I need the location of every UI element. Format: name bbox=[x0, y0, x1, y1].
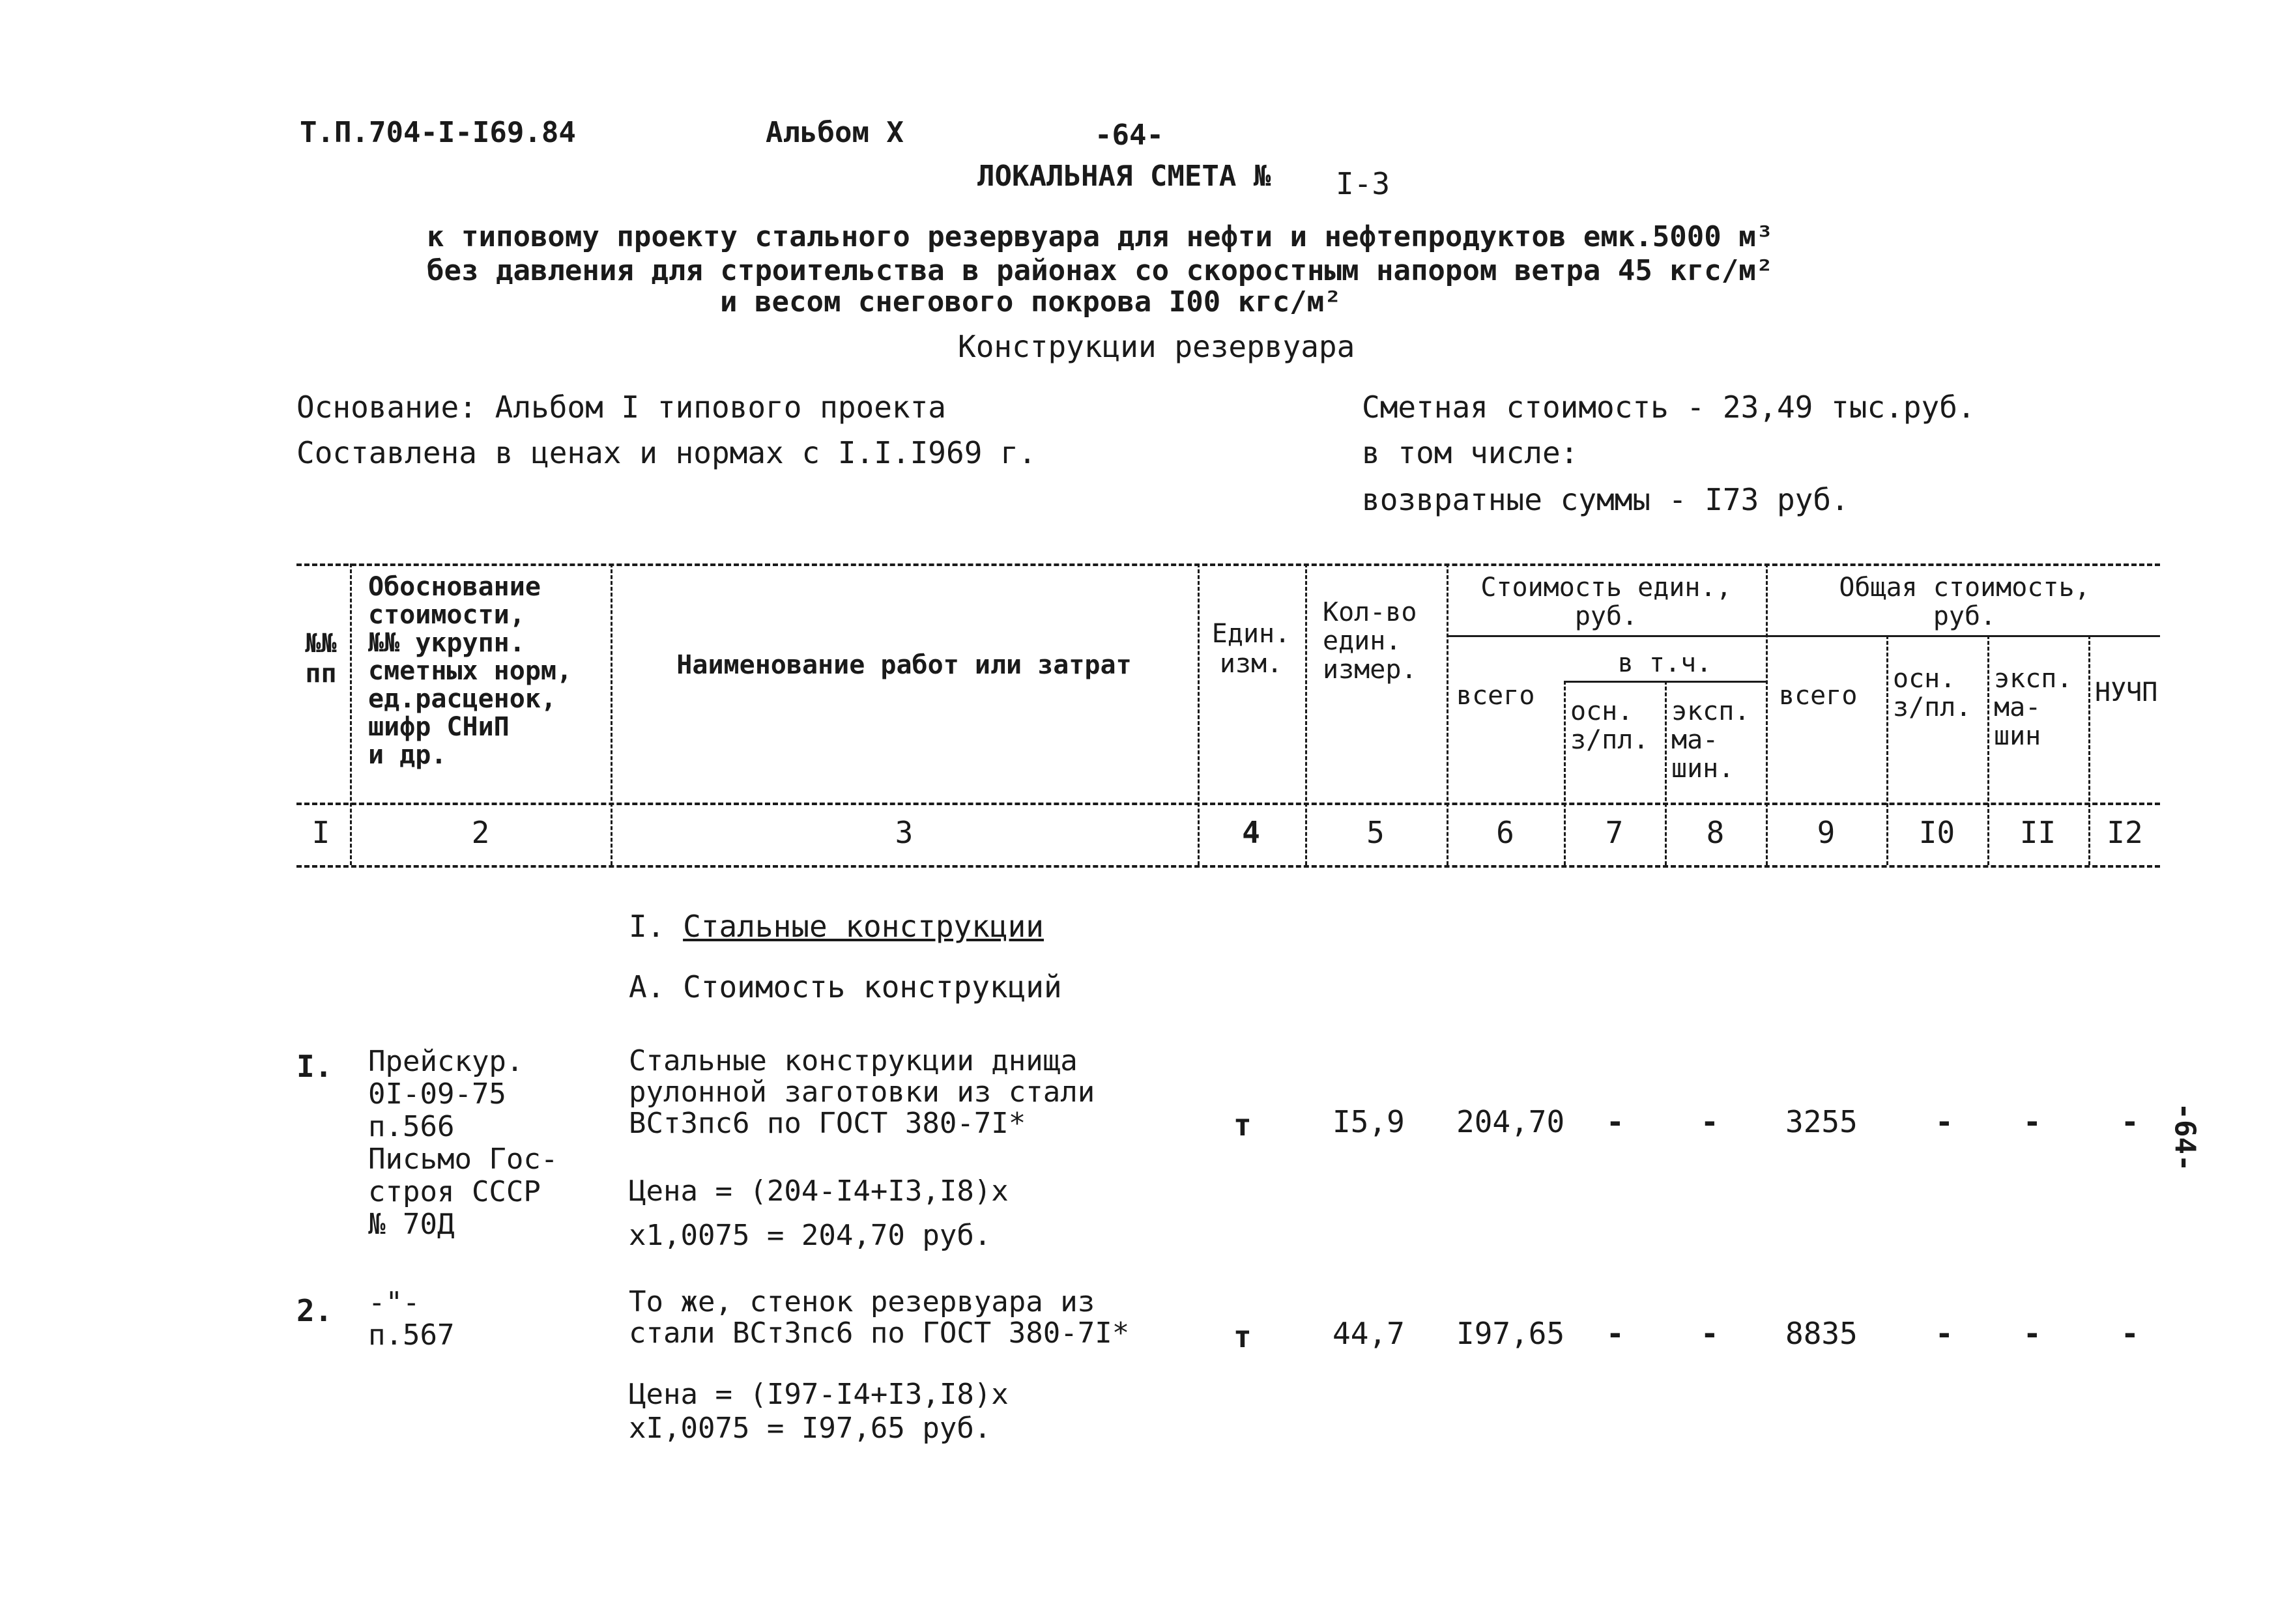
basis-text: Основание: Альбом I типового проекта bbox=[296, 390, 946, 425]
colnum-6: 6 bbox=[1496, 815, 1514, 850]
header-col8: эксп. ма- шин. bbox=[1671, 696, 1750, 784]
section-subheading: А. Стоимость конструкций bbox=[629, 969, 1062, 1004]
row1-nuchp: - bbox=[2121, 1104, 2139, 1139]
estimated-cost: Сметная стоимость - 23,49 тыс.руб. bbox=[1362, 390, 1976, 425]
colnum-1: I bbox=[311, 815, 330, 850]
header-col9: всего bbox=[1779, 681, 1858, 711]
row2-basis: -"- п.567 bbox=[368, 1286, 455, 1352]
section-title: Конструкции резервуара bbox=[958, 329, 1355, 364]
row2-nuchp: - bbox=[2121, 1316, 2139, 1351]
colnum-12: I2 bbox=[2107, 815, 2143, 850]
header-col3: Наименование работ или затрат bbox=[676, 650, 1132, 680]
colnum-9: 9 bbox=[1817, 815, 1836, 850]
row1-qty: I5,9 bbox=[1333, 1104, 1405, 1139]
row2-formula: Цена = (I97-I4+I3,I8)x xI,0075 = I97,65 руб. bbox=[629, 1378, 1009, 1445]
row1-unit-wage: - bbox=[1606, 1104, 1624, 1139]
cost-subheader-rule bbox=[1447, 635, 2160, 637]
header-col7: осн. з/пл. bbox=[1570, 696, 1649, 755]
header-bottom-rule bbox=[296, 803, 2160, 805]
section-heading-number: I. bbox=[629, 909, 665, 944]
row2-total: 8835 bbox=[1785, 1316, 1858, 1351]
colnum-8: 8 bbox=[1706, 815, 1725, 850]
colnum-5: 5 bbox=[1366, 815, 1385, 850]
row1-name: Стальные конструкции днища рулонной заготовки из стали ВСт3пс6 по ГОСТ 380-7I* bbox=[629, 1044, 1095, 1140]
including-label: в том числе: bbox=[1362, 435, 1579, 470]
document-title: ЛОКАЛЬНАЯ СМЕТА № bbox=[977, 160, 1271, 193]
colnum-4: 4 bbox=[1242, 815, 1260, 850]
subtitle-line-2: без давления для строительства в районах со скоростным напором ветра 45 кгс/м² bbox=[427, 254, 1774, 287]
row2-unit: т bbox=[1233, 1319, 1252, 1354]
header-total-cost: Общая стоимость, руб. bbox=[1839, 573, 2090, 631]
header-col6: всего bbox=[1456, 681, 1535, 711]
section-heading bbox=[629, 909, 1044, 944]
row1-basis: Прейскур. 0I-09-75 п.566 Письмо Гос- строя СССР № 70Д bbox=[368, 1045, 558, 1241]
section-heading-text: Стальные конструкции bbox=[683, 909, 1044, 944]
subtitle-line-1: к типовому проекту стального резервуара для нефти и нефтепродуктов емк.5000 м³ bbox=[427, 220, 1774, 253]
row2-unit-total: I97,65 bbox=[1456, 1316, 1565, 1351]
row2-unit-mach: - bbox=[1701, 1316, 1719, 1351]
header-col5: Кол-во един. измер. bbox=[1323, 597, 1417, 685]
header-col2: Обоснование стоимости, №№ укрупн. сметных норм, ед.расценок, шифр СНиП и др. bbox=[368, 572, 573, 770]
row1-unit: т bbox=[1233, 1107, 1252, 1143]
colnum-11: II bbox=[2019, 815, 2056, 850]
colnum-7: 7 bbox=[1605, 815, 1624, 850]
estimate-number: I-3 bbox=[1336, 166, 1390, 201]
row1-unit-mach: - bbox=[1701, 1104, 1719, 1139]
margin-page-mark: -64- bbox=[2168, 1102, 2202, 1172]
colnum-2: 2 bbox=[471, 815, 490, 850]
row2-total-mach: - bbox=[2023, 1316, 2041, 1351]
header-unit-cost: Стоимость един., руб. bbox=[1480, 573, 1732, 631]
returnable-sums: возвратные суммы - I73 руб. bbox=[1362, 482, 1849, 517]
header-incl: в т.ч. bbox=[1617, 648, 1712, 678]
album-label: Альбом X bbox=[766, 116, 904, 149]
page-number: -64- bbox=[1095, 119, 1164, 152]
header-col11: эксп. ма- шин bbox=[1994, 664, 2073, 751]
row1-total-wage: - bbox=[1935, 1104, 1953, 1139]
header-col4: Един. изм. bbox=[1211, 619, 1291, 679]
colnum-10: I0 bbox=[1918, 815, 1955, 850]
row1-formula: Цена = (204-I4+I3,I8)x x1,0075 = 204,70 руб. bbox=[629, 1175, 1009, 1252]
table-top-rule bbox=[296, 563, 2160, 566]
row2-unit-wage: - bbox=[1606, 1316, 1624, 1351]
colnum-bottom-rule bbox=[296, 865, 2160, 868]
header-col12: НУЧП bbox=[2095, 677, 2158, 707]
header-col10: осн. з/пл. bbox=[1893, 664, 1972, 722]
row1-total-mach: - bbox=[2023, 1104, 2041, 1139]
header-col1: №№ пп bbox=[305, 629, 337, 689]
row2-qty: 44,7 bbox=[1333, 1316, 1405, 1351]
project-code: Т.П.704-I-I69.84 bbox=[300, 116, 576, 149]
compiled-text: Составлена в ценах и нормах с I.I.I969 г. bbox=[296, 435, 1037, 470]
row1-unit-total: 204,70 bbox=[1456, 1104, 1565, 1139]
row2-total-wage: - bbox=[1935, 1316, 1953, 1351]
row1-num: I. bbox=[296, 1049, 333, 1084]
row2-name: То же, стенок резервуара из стали ВСт3пс6 по ГОСТ 380-7I* bbox=[629, 1285, 1130, 1350]
row1-total: 3255 bbox=[1785, 1104, 1858, 1139]
subtitle-line-3: и весом снегового покрова I00 кгс/м² bbox=[720, 285, 1342, 319]
row2-num: 2. bbox=[296, 1293, 333, 1328]
colnum-3: 3 bbox=[895, 815, 914, 850]
